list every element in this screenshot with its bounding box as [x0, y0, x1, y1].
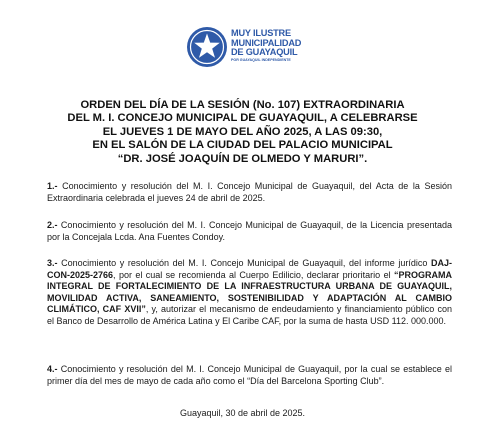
agenda-item-number: 3.- [47, 258, 58, 268]
agenda-item-3 [47, 258, 452, 328]
logo-line-3: DE GUAYAQUIL [231, 47, 298, 58]
agenda-title-line-1: ORDEN DEL DÍA DE LA SESIÓN (No. 107) EXTRAORDINARIA [80, 99, 405, 111]
municipality-logo [186, 26, 316, 68]
agenda-title-line-5: “DR. JOSÉ JOAQUÍN DE OLMEDO Y MARURI”. [117, 152, 368, 165]
agenda-item-text: , por el cual se recomienda al Cuerpo Edilicio, declarar prioritario el [113, 269, 394, 280]
star-emblem-icon [186, 26, 228, 68]
logo-line-1: MUY ILUSTRE [231, 28, 291, 38]
logo-tagline: POR GUAYAQUIL INDEPENDIENTE [231, 57, 291, 62]
agenda-item-2 [47, 220, 452, 243]
program-name: “PROGRAMA INTEGRAL DE FORTALECIMIENTO DE LA INFRAESTRUCTURA URBANA DE GUAYAQUIL, MOVILIDAD ACTIVA, SANEAMIENTO, SOSTENIBILIDAD Y ADAPTACIÓN AL CAMBIO CLIMÁTICO, CAF XVII” [47, 269, 452, 315]
agenda-title-line-4: EN EL SALÓN DE LA CIUDAD DEL PALACIO MUNICIPAL [92, 139, 393, 152]
agenda-item-text: , y, autorizar el mecanismo de endeudamiento y financiamiento público con el Banco de Desarrollo de América Latina y El Caribe CAF, por la suma de hasta USD 112. 000.000. [47, 304, 452, 326]
logo-wordmark [231, 29, 321, 63]
agenda-item-number: 2.- [47, 220, 58, 230]
agenda-item-number: 1.- [47, 181, 58, 191]
agenda-title-line-2: DEL M. I. CONCEJO MUNICIPAL DE GUAYAQUIL, A CELEBRARSE [67, 112, 418, 125]
agenda-item-number: 4.- [47, 364, 58, 374]
legal-report-reference: DAJ-CON-2025-2766 [47, 258, 452, 280]
agenda-title [20, 99, 465, 166]
agenda-item-text: Conocimiento y resolución del M. I. Concejo Municipal de Guayaquil, del Acta de la Sesión Extraordinaria celebrada el jueves 24 de abril de 2025. [47, 181, 452, 203]
agenda-item-1 [47, 181, 452, 204]
logo-line-2: MUNICIPALIDAD [231, 37, 302, 48]
agenda-item-4 [47, 364, 452, 387]
agenda-item-text: Conocimiento y resolución del M. I. Concejo Municipal de Guayaquil, por la cual se establece el primer día del mes de mayo de cada año como el “Día del Barcelona Sporting Club”. [47, 364, 452, 386]
agenda-item-text: Conocimiento y resolución del M. I. Concejo Municipal de Guayaquil, del informe jurídico [57, 258, 431, 268]
place-and-date: Guayaquil, 30 de abril de 2025. [179, 408, 306, 418]
agenda-item-text: Conocimiento y resolución del M. I. Concejo Municipal de Guayaquil, de la Licencia presentada por la Concejala Lcda. Ana Fuentes Condoy. [47, 220, 452, 242]
agenda-title-line-3: EL JUEVES 1 DE MAYO DEL AÑO 2025, A LAS 09:30, [102, 125, 383, 138]
